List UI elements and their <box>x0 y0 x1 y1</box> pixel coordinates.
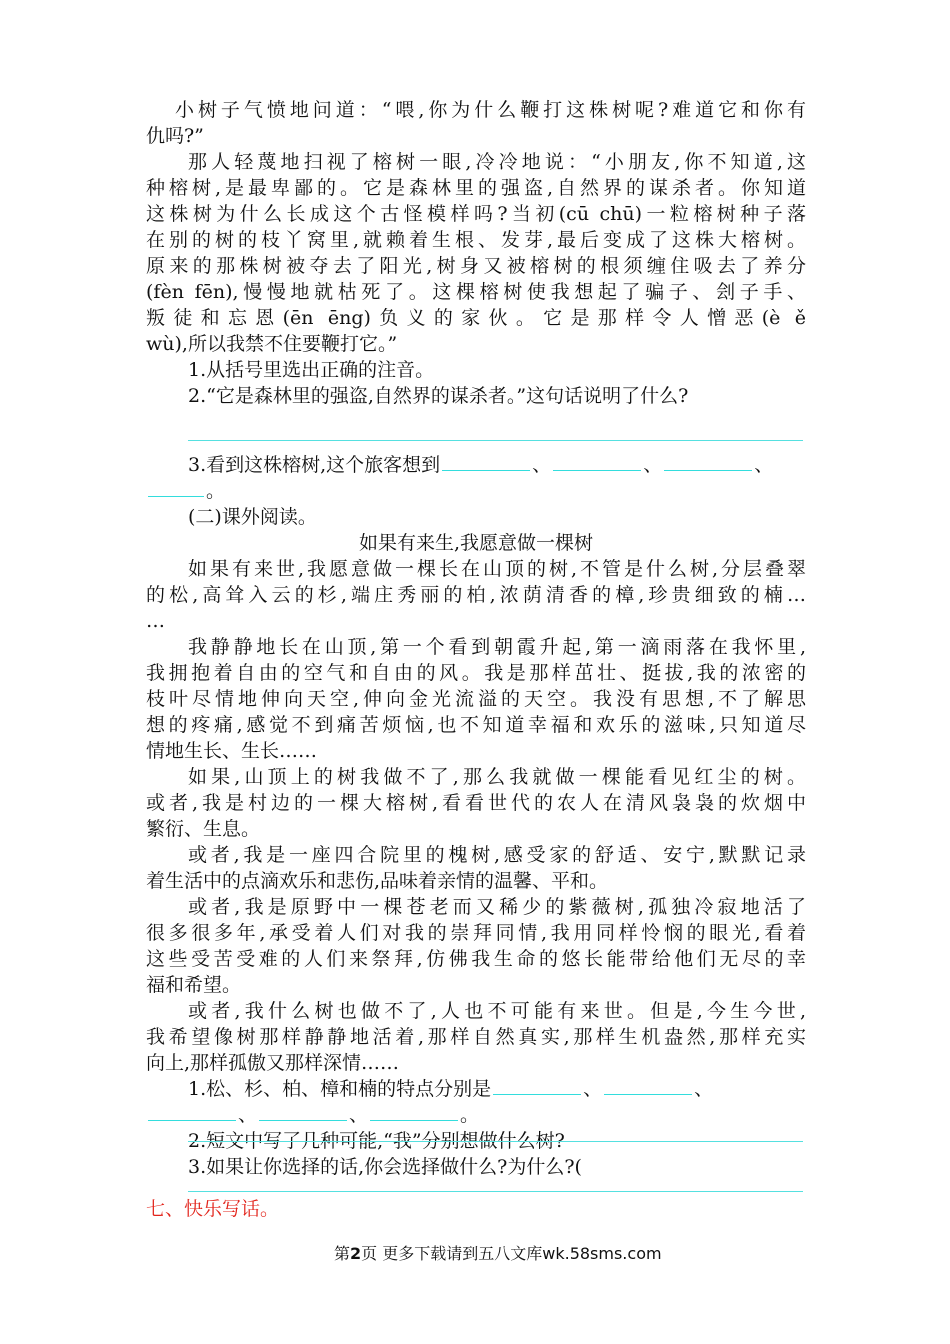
article-line: … <box>146 610 165 632</box>
question-b1-cont <box>146 1102 479 1128</box>
article-line: 或者,我是原野中一棵苍老而又稀少的紫薇树,孤独冷寂地活了 <box>188 896 806 918</box>
article-line: 如果有来世,我愿意做一棵长在山顶的树,不管是什么树,分层叠翠 <box>188 558 806 580</box>
section-heading: (二)课外阅读。 <box>188 506 317 528</box>
answer-line[interactable] <box>188 1141 803 1142</box>
fill-blank[interactable] <box>370 1102 458 1121</box>
fill-blank[interactable] <box>148 1102 236 1121</box>
article-line: 着生活中的点滴欢乐和悲伤,品味着亲情的温馨、平和。 <box>146 870 609 892</box>
question-b2: 2.短文中写了几种可能,“我”分别想做什么树? <box>188 1130 565 1152</box>
question-b1 <box>188 1076 713 1102</box>
question-3-text: 3.看到这株榕树,这个旅客想到 <box>188 454 441 476</box>
fill-blank[interactable] <box>664 452 752 471</box>
passage-line: 在别的树的枝丫窝里,就赖着生根、发芽,最后变成了这株大榕树。 <box>146 229 806 251</box>
question-b3: 3.如果让你选择的话,你会选择做什么?为什么?( <box>188 1156 582 1178</box>
passage-line: 种榕树,是最卑鄙的。它是森林里的强盗,自然界的谋杀者。你知道 <box>146 177 806 199</box>
question-3-cont <box>146 478 225 504</box>
article-line: 繁衍、生息。 <box>146 818 261 840</box>
article-line: 枝叶尽情地伸向天空,伸向金光流溢的天空。我没有思想,不了解思 <box>146 688 806 710</box>
fill-blank[interactable] <box>604 1076 692 1095</box>
article-line: 或者,我是一座四合院里的槐树,感受家的舒适、安宁,默默记录 <box>188 844 806 866</box>
footer-text: 页 更多下载请到五八文库 <box>361 1244 543 1263</box>
page-number: 2 <box>350 1244 362 1263</box>
passage-line: 仇吗?” <box>146 125 204 147</box>
article-line: 情地生长、生长…… <box>146 740 318 762</box>
article-line: 想的疼痛,感觉不到痛苦烦恼,也不知道幸福和欢乐的滋味,只知道尽 <box>146 714 806 736</box>
section-7-heading: 七、快乐写话。 <box>146 1198 280 1220</box>
answer-line[interactable] <box>188 440 803 441</box>
passage-line: 原来的那株树被夺去了阳光,树身又被榕树的根须缠住吸去了养分 <box>146 255 806 277</box>
footer-site-link[interactable]: wk.58sms.com <box>542 1244 662 1263</box>
separator: 、 <box>238 1104 258 1126</box>
passage-line: 叛徒和忘恩(ēn ēng)负义的家伙。它是那样令人憎恶(è ě <box>146 307 806 329</box>
page-footer <box>334 1241 662 1267</box>
answer-line[interactable] <box>188 1191 803 1192</box>
article-line: 的松,高耸入云的杉,端庄秀丽的柏,浓荫清香的樟,珍贵细致的楠… <box>146 584 806 606</box>
article-title: 如果有来生,我愿意做一棵树 <box>359 532 594 554</box>
passage-line: 这株树为什么长成这个古怪模样吗?当初(cū chū)一粒榕树种子落 <box>146 203 806 225</box>
article-line: 这些受苦受难的人们来祭拜,仿佛我生命的悠长能带给他们无尽的幸 <box>146 948 806 970</box>
fill-blank[interactable] <box>553 452 641 471</box>
article-line: 我静静地长在山顶,第一个看到朝霞升起,第一滴雨落在我怀里, <box>188 636 806 658</box>
passage-line: wù),所以我禁不住要鞭打它。” <box>146 333 398 355</box>
article-line: 或者,我什么树也做不了,人也不可能有来世。但是,今生今世, <box>188 1000 806 1022</box>
question-3 <box>188 452 773 478</box>
article-line: 很多很多年,承受着人们对我的崇拜同情,我用同样怜悯的眼光,看着 <box>146 922 806 944</box>
fill-blank[interactable] <box>148 478 204 497</box>
separator: 、 <box>532 454 552 476</box>
article-line: 我拥抱着自由的空气和自由的风。我是那样茁壮、挺拔,我的浓密的 <box>146 662 806 684</box>
article-line: 我希望像树那样静静地活着,那样自然真实,那样生机盎然,那样充实 <box>146 1026 806 1048</box>
question-b1-text: 1.松、杉、柏、樟和楠的特点分别是 <box>188 1078 492 1100</box>
question-2: 2.“它是森林里的强盗,自然界的谋杀者。”这句话说明了什么? <box>188 385 689 407</box>
article-line: 如果,山顶上的树我做不了,那么我就做一棵能看见红尘的树。 <box>188 766 806 788</box>
passage-line: (fèn fēn),慢慢地就枯死了。这棵榕树使我想起了骗子、刽子手、 <box>146 281 806 303</box>
separator: 、 <box>694 1078 714 1100</box>
footer-prefix: 第 <box>334 1244 351 1263</box>
period: 。 <box>206 480 226 502</box>
fill-blank[interactable] <box>259 1102 347 1121</box>
passage-line: 那人轻蔑地扫视了榕树一眼,冷冷地说：“小朋友,你不知道,这 <box>188 151 806 173</box>
fill-blank[interactable] <box>442 452 530 471</box>
separator: 、 <box>349 1104 369 1126</box>
article-line: 福和希望。 <box>146 974 242 996</box>
article-line: 向上,那样孤傲又那样深情…… <box>146 1052 400 1074</box>
passage-line: 小树子气愤地问道：“喂,你为什么鞭打这株树呢?难道它和你有 <box>175 99 806 121</box>
article-line: 或者,我是村边的一棵大榕树,看看世代的农人在清风袅袅的炊烟中 <box>146 792 806 814</box>
period: 。 <box>460 1104 480 1126</box>
separator: 、 <box>643 454 663 476</box>
separator: 、 <box>754 454 774 476</box>
separator: 、 <box>583 1078 603 1100</box>
question-1: 1.从括号里选出正确的注音。 <box>188 359 435 381</box>
fill-blank[interactable] <box>493 1076 581 1095</box>
